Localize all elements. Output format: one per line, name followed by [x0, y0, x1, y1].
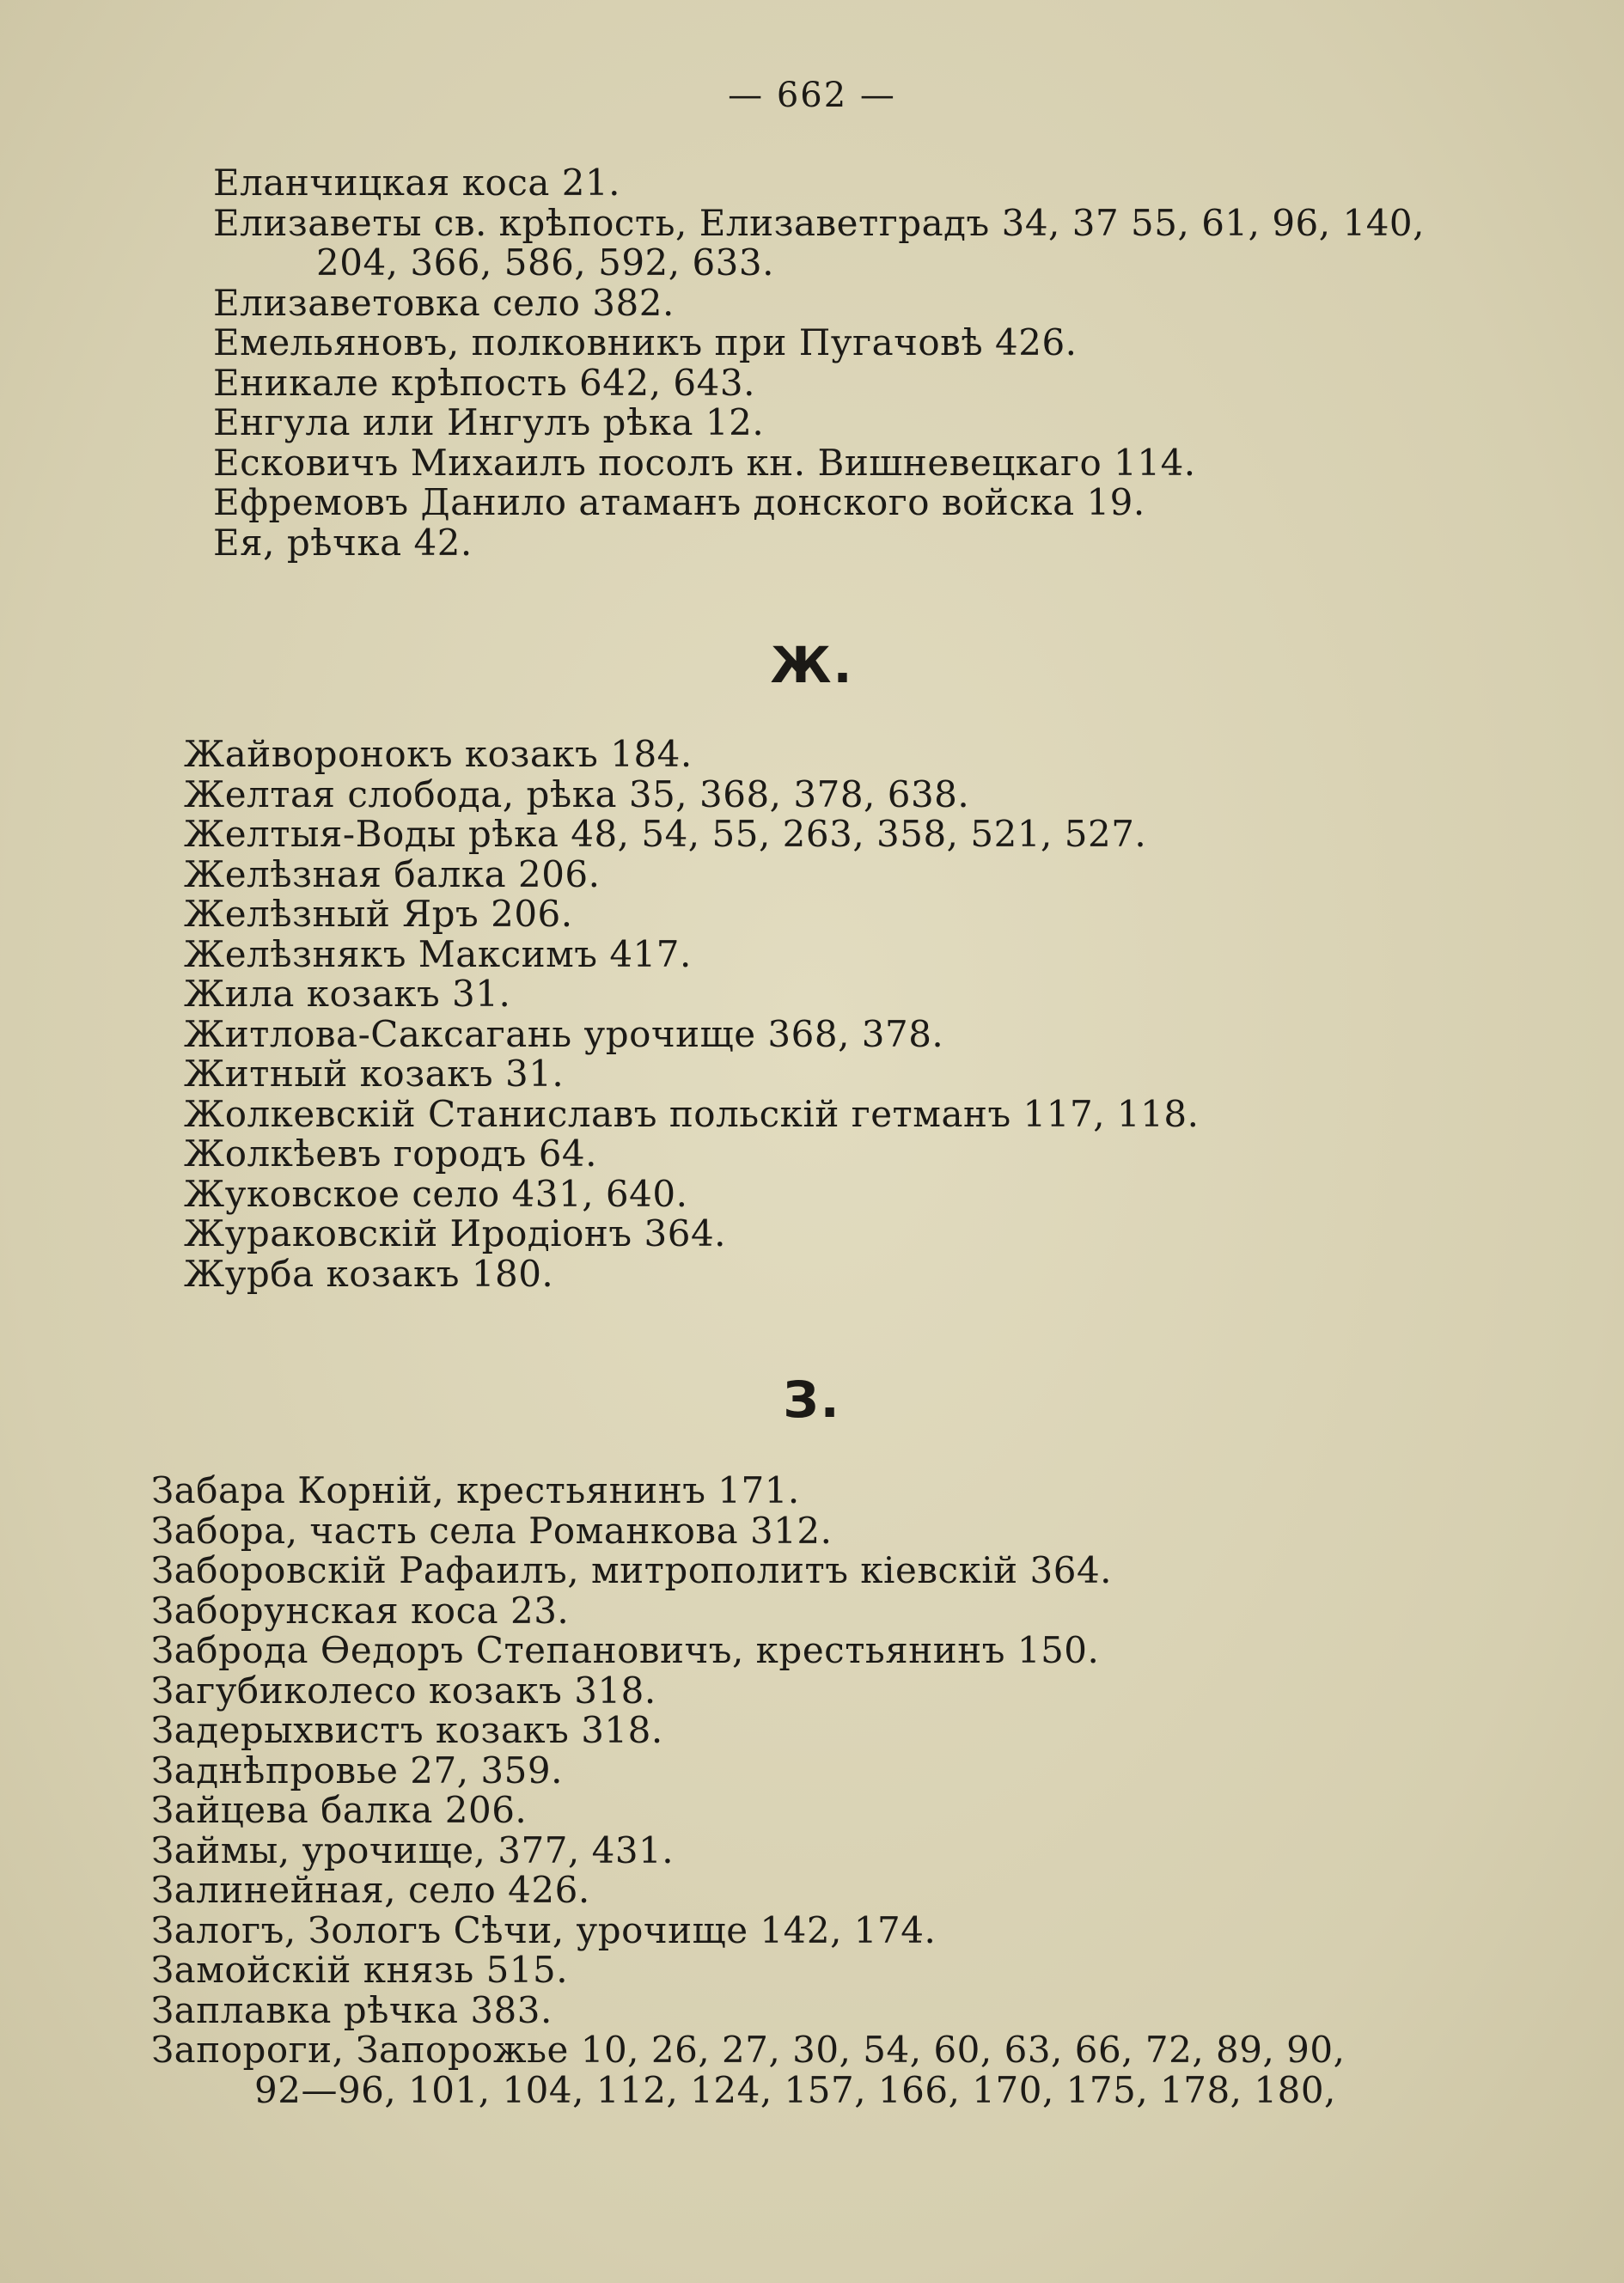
index-entry-text: Жолкѣевъ городъ 64.: [184, 1132, 597, 1175]
index-entry-text: Желтая слобода, рѣка 35, 368, 378, 638.: [184, 772, 970, 815]
index-entry: [151, 2030, 1624, 2110]
index-entry: [151, 1511, 1624, 1552]
index-entry: [213, 281, 1624, 324]
index-entry-text: Желѣзнякъ Максимъ 417.: [184, 932, 692, 975]
index-section-zh: [184, 735, 1624, 1294]
index-entry-text: Займы, урочище, 377, 431.: [151, 1828, 675, 1871]
index-entry-text: Журба козакъ 180.: [184, 1252, 554, 1295]
index-entry-text: Залинейная, село 426.: [151, 1869, 590, 1911]
index-entry: [213, 483, 1624, 523]
index-entry-text: Забора, часть села Романкова 312.: [151, 1509, 833, 1552]
index-entry: [184, 772, 1624, 815]
index-entry: [151, 1631, 1624, 1671]
section-heading-zh: Ж.: [770, 636, 854, 694]
index-entry: [213, 443, 1624, 484]
index-entry: [213, 523, 1624, 564]
index-entry: [184, 932, 1624, 975]
index-entry-text: Еникале крѣпость 642, 643.: [213, 361, 755, 404]
index-entry: [213, 323, 1624, 363]
index-entry: [184, 1214, 1624, 1254]
index-entry-text: Замойскій князь 515.: [151, 1949, 569, 1991]
index-entry-text: Еланчицкая коса 21.: [213, 162, 621, 204]
index-entry: [213, 403, 1624, 443]
index-entry-text: Емельяновъ, полковникъ при Пугачовѣ 426.: [213, 321, 1078, 363]
index-entry-text: Забара Корній, крестьянинъ 171.: [151, 1469, 800, 1511]
index-entry-text: Зайцева балка 206.: [151, 1789, 528, 1831]
index-entry-text: Заднѣпровье 27, 359.: [151, 1749, 563, 1792]
index-entry-text: Елизаветы св. крѣпость, Елизаветградъ 34, 37 55, 61, 96, 140,: [213, 201, 1425, 244]
index-entry: [184, 1092, 1624, 1135]
index-entry: [213, 163, 1624, 204]
index-entry: [184, 815, 1624, 855]
index-entry-text: Жураковскій Иродіонъ 364.: [184, 1212, 727, 1254]
index-entry-text: Запороги, Запорожье 10, 26, 27, 30, 54, 60, 63, 66, 72, 89, 90,: [151, 2029, 1346, 2071]
index-entry-text: Желтыя-Воды рѣка 48, 54, 55, 263, 358, 521, 527.: [184, 813, 1147, 855]
index-entry-text: Енгула или Ингулъ рѣка 12.: [213, 401, 765, 443]
index-entry: [213, 363, 1624, 404]
index-entry-text: Жайворонокъ козакъ 184.: [184, 733, 693, 775]
index-entry: [184, 1254, 1624, 1295]
index-entry-text: Заплавка рѣчка 383.: [151, 1988, 553, 2031]
index-entry: [151, 1751, 1624, 1792]
index-entry-text: Желѣзный Яръ 206.: [184, 893, 573, 935]
index-entry: [151, 1828, 1624, 1871]
index-entry: [151, 1791, 1624, 1831]
index-entry-text: Жуковское село 431, 640.: [184, 1172, 688, 1215]
index-entry: [151, 1871, 1624, 1911]
index-entry: [151, 1711, 1624, 1751]
index-entry-text: Житный козакъ 31.: [184, 1053, 565, 1095]
index-entry: [184, 974, 1624, 1015]
index-entry-text: Елизаветовка село 382.: [213, 281, 675, 324]
index-entry-continuation: 92—96, 101, 104, 112, 124, 157, 166, 170, 175, 178, 180,: [254, 2068, 1336, 2111]
index-entry: [151, 1671, 1624, 1712]
section-heading-z: З.: [783, 1370, 841, 1429]
index-entry-text: Заборовскій Рафаилъ, митрополитъ кіевскій 364.: [151, 1549, 1113, 1591]
index-entry: [151, 1950, 1624, 1991]
index-entry-text: Ефремовъ Данило атаманъ донского войска 19.: [213, 481, 1145, 523]
index-entry: [184, 1054, 1624, 1095]
index-entry-text: Жолкевскій Станиславъ польскій гетманъ 117, 118.: [184, 1092, 1200, 1135]
index-entry-text: Есковичъ Михаилъ посолъ кн. Вишневецкаго 114.: [213, 441, 1196, 484]
index-entry: [151, 1988, 1624, 2031]
index-section-e: [213, 163, 1624, 563]
index-entry-text: Задерыхвистъ козакъ 318.: [151, 1709, 663, 1751]
index-entry: [184, 1012, 1624, 1055]
index-entry-text: Заброда Өедоръ Степановичъ, крестьянинъ 150.: [151, 1629, 1100, 1671]
index-entry: [151, 1471, 1624, 1511]
page-number: — 662 —: [728, 76, 896, 115]
index-entry: [184, 1172, 1624, 1215]
index-entry-text: Загубиколесо козакъ 318.: [151, 1669, 656, 1712]
index-entry: [151, 1908, 1624, 1951]
index-entry-text: Ея, рѣчка 42.: [213, 521, 473, 564]
index-entry: [151, 1591, 1624, 1632]
index-entry: [184, 1134, 1624, 1175]
index-entry: [213, 201, 1624, 284]
index-entry-text: Желѣзная балка 206.: [184, 852, 601, 895]
index-entry-text: Житлова-Саксагань урочище 368, 378.: [184, 1012, 944, 1055]
index-entry: [184, 852, 1624, 895]
index-entry: [184, 894, 1624, 935]
index-section-z: [151, 1471, 1624, 2110]
index-entry-text: Заборунская коса 23.: [151, 1589, 570, 1632]
index-entry-text: Залогъ, Зологъ Сѣчи, урочище 142, 174.: [151, 1908, 937, 1951]
index-entry-text: Жила козакъ 31.: [184, 973, 511, 1015]
index-entry: [151, 1551, 1624, 1591]
index-entry: [184, 735, 1624, 775]
index-entry-continuation: 204, 366, 586, 592, 633.: [316, 241, 774, 284]
